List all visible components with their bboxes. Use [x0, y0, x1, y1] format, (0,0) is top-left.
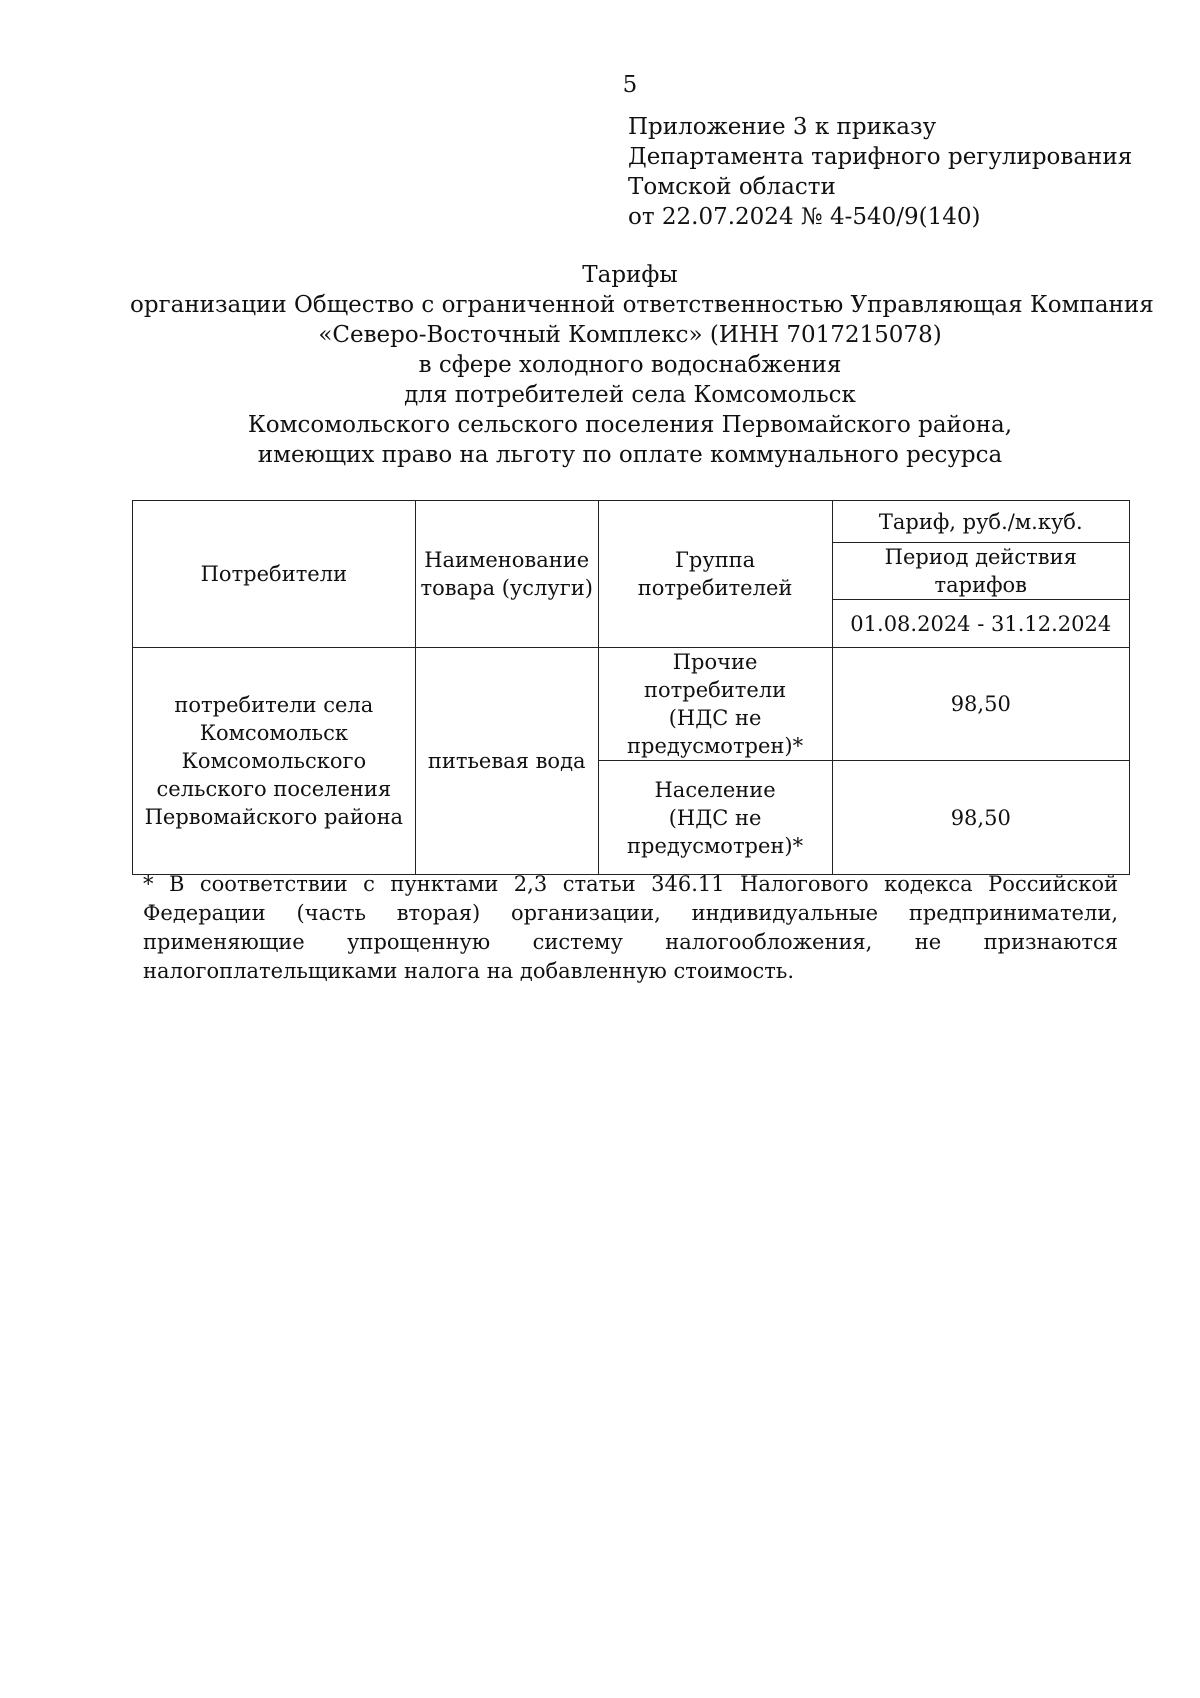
product-cell: питьевая вода [415, 648, 598, 875]
consumer-line: потребители села [174, 693, 374, 717]
group-line: предусмотрен)* [627, 734, 804, 758]
header-product-line: Наименование [424, 548, 590, 572]
consumer-line: Первомайского района [144, 805, 404, 829]
group-line: потребители [644, 678, 787, 702]
table-row [133, 648, 1130, 761]
appendix-line: Томской области [628, 174, 836, 200]
appendix-header [628, 112, 1132, 232]
group-line: (НДС не [668, 805, 762, 830]
footnote: * В соответствии с пунктами 2,3 статьи 346.11 Налогового кодекса Российской Федерации (часть вторая) организации, индивидуальные предприниматели, применяющие упрощенную систему налогообложения, не признаются налогоплательщиками налога на добавленную стоимость. [143, 872, 1118, 983]
consumer-line: Комсомольского [181, 749, 367, 773]
tariff-table [132, 500, 1130, 875]
title-line: в сфере холодного водоснабжения [418, 352, 842, 378]
table-header-row [133, 501, 1130, 543]
header-product [415, 501, 598, 648]
header-tariff: Тариф, руб./м.куб. [832, 501, 1129, 543]
header-consumers-label: Потребители [200, 562, 348, 586]
group-line: (НДС не [668, 706, 762, 730]
title-line: Комсомольского сельского поселения Первомайского района, [247, 412, 1013, 438]
header-group-line: Группа [674, 548, 756, 572]
group-cell [598, 648, 832, 761]
consumer-line: сельского поселения [156, 777, 392, 801]
header-group [598, 501, 832, 648]
tariff-value: 98,50 [832, 761, 1129, 875]
title-line: Тарифы [582, 262, 678, 288]
header-dates: 01.08.2024 - 31.12.2024 [832, 600, 1129, 648]
page-number: 5 [622, 72, 638, 98]
header-group-line: потребителей [637, 576, 793, 600]
title-line: для потребителей села Комсомольск [404, 382, 856, 408]
header-consumers [133, 501, 416, 648]
header-period: Период действия тарифов [832, 543, 1129, 600]
group-line: предусмотрен)* [627, 833, 804, 858]
header-product-line: товара (услуги) [420, 576, 593, 600]
title-line: имеющих право на льготу по оплате коммунального ресурса [257, 442, 1003, 468]
tariff-value: 98,50 [832, 648, 1129, 761]
appendix-line: от 22.07.2024 № 4-540/9(140) [628, 204, 981, 230]
title-line: «Северо-Восточный Комплекс» (ИНН 7017215078) [318, 322, 942, 348]
group-line: Прочие [672, 650, 758, 674]
appendix-line: Департамента тарифного регулирования [628, 144, 1133, 170]
appendix-line: Приложение 3 к приказу [628, 114, 937, 140]
title-line: организации Общество с ограниченной ответственностью Управляющая Компания [130, 292, 1154, 318]
document-title [130, 260, 1154, 470]
consumer-line: Комсомольск [199, 721, 348, 745]
group-line: Население [654, 777, 776, 802]
group-cell [598, 761, 832, 875]
consumer-cell [133, 648, 416, 875]
